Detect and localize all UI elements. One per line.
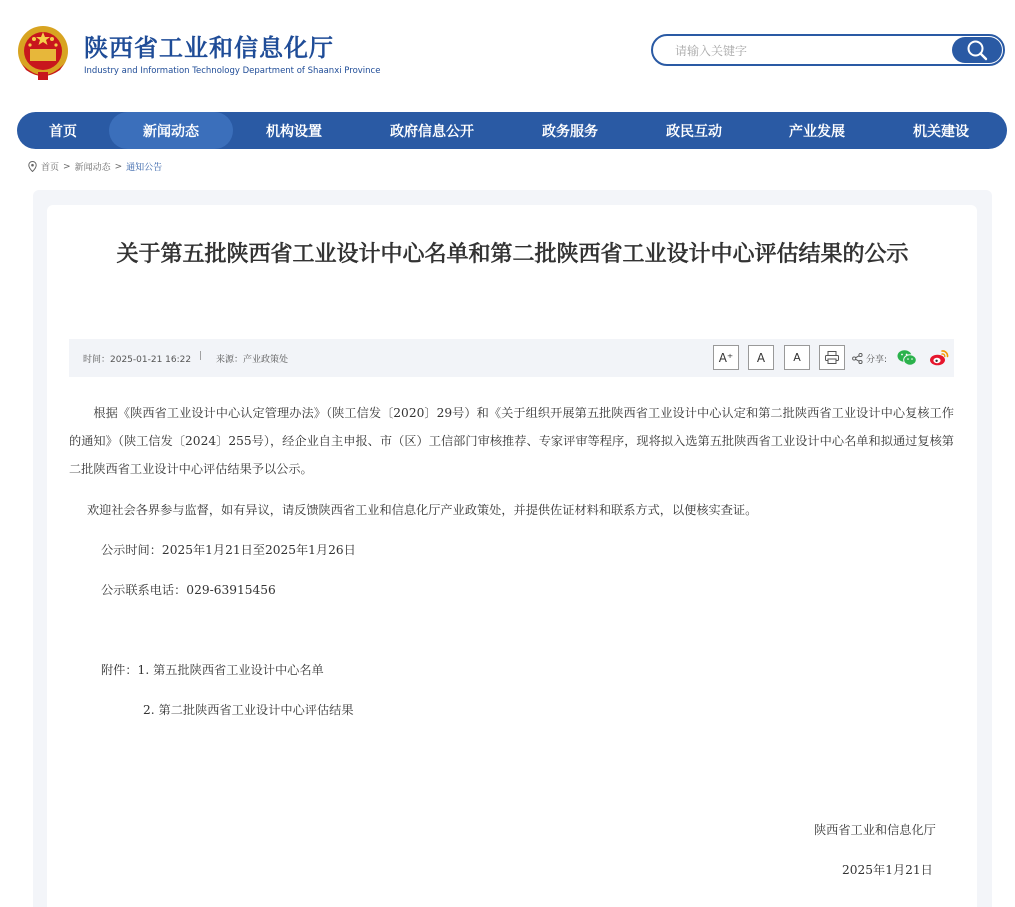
contact-phone: 公示联系电话：029-63915456	[101, 583, 276, 597]
breadcrumb-current[interactable]: 通知公告	[126, 163, 163, 173]
site-title[interactable]: 陕西省工业和信息化厅	[84, 34, 334, 62]
font-increase-button[interactable]: A⁺	[713, 345, 739, 370]
issuer-signature: 陕西省工业和信息化厅	[814, 823, 936, 837]
nav-item-home[interactable]: 首页	[49, 123, 77, 140]
share-label	[852, 352, 887, 365]
article-paragraph: 根据《陕西省工业设计中心认定管理办法》（陕工信发〔2020〕29号）和《关于组织开展第五批陕西省工业设计中心认定和第二批陕西省工业设计中心复核工作的通知》（陕工信发〔2024〕255号），经企业自主申报、市（区）工信部门审核推荐、专家评审等程序，现将拟入选第五批陕西省工业设计中心名单和拟通过复核第二批陕西省工业设计中心评估结果予以公示。	[69, 406, 954, 476]
notice-period: 公示时间：2025年1月21日至2025年1月26日	[101, 543, 356, 557]
nav-item-party-building[interactable]: 机关建设	[913, 123, 969, 140]
attachment-link-2[interactable]: 2. 第二批陕西省工业设计中心评估结果	[143, 703, 354, 717]
article-meta-bar	[69, 339, 954, 377]
nav-item-interaction[interactable]: 政民互动	[666, 123, 722, 140]
breadcrumb-news[interactable]: 新闻动态	[74, 163, 111, 173]
nav-item-gov-info[interactable]: 政府信息公开	[390, 123, 474, 140]
wechat-icon	[897, 349, 917, 367]
share-icon	[852, 353, 863, 364]
wechat-share-button[interactable]	[897, 349, 917, 371]
weibo-share-button[interactable]	[929, 349, 949, 371]
main-nav	[17, 112, 1007, 149]
share-text: 分享:	[866, 355, 888, 365]
breadcrumb	[28, 160, 162, 173]
publish-time: 时间：2025-01-21 16:22	[83, 355, 192, 365]
search-icon	[966, 39, 988, 61]
search-input[interactable]	[673, 40, 947, 62]
site-subtitle: Industry and Information Technology Department of Shaanxi Province	[84, 66, 381, 76]
nav-item-organization[interactable]: 机构设置	[266, 123, 322, 140]
national-emblem-icon[interactable]	[16, 24, 70, 82]
attachment-link-1[interactable]: 附件：1. 第五批陕西省工业设计中心名单	[101, 663, 324, 677]
meta-divider: |	[199, 351, 203, 361]
location-pin-icon	[28, 161, 37, 172]
font-default-button[interactable]: A	[748, 345, 774, 370]
print-button[interactable]	[819, 345, 845, 370]
site-header	[0, 0, 1015, 105]
breadcrumb-separator: >	[114, 161, 123, 172]
printer-icon	[825, 351, 839, 364]
nav-item-industry[interactable]: 产业发展	[789, 123, 845, 140]
article-title: 关于第五批陕西省工业设计中心名单和第二批陕西省工业设计中心评估结果的公示	[116, 242, 909, 267]
font-decrease-button[interactable]: A	[784, 345, 810, 370]
article-source: 来源：产业政策处	[216, 355, 289, 365]
search-button[interactable]	[952, 37, 1002, 63]
breadcrumb-home[interactable]: 首页	[41, 163, 60, 173]
nav-item-news[interactable]: 新闻动态	[109, 112, 233, 149]
breadcrumb-separator: >	[63, 161, 71, 172]
nav-item-services[interactable]: 政务服务	[542, 123, 598, 140]
search-box	[651, 34, 1005, 66]
weibo-icon	[929, 349, 949, 367]
article-paragraph: 欢迎社会各界参与监督，如有异议，请反馈陕西省工业和信息化厅产业政策处，并提供佐证材料和联系方式，以便核实查证。	[87, 503, 758, 517]
issue-date: 2025年1月21日	[842, 863, 933, 877]
